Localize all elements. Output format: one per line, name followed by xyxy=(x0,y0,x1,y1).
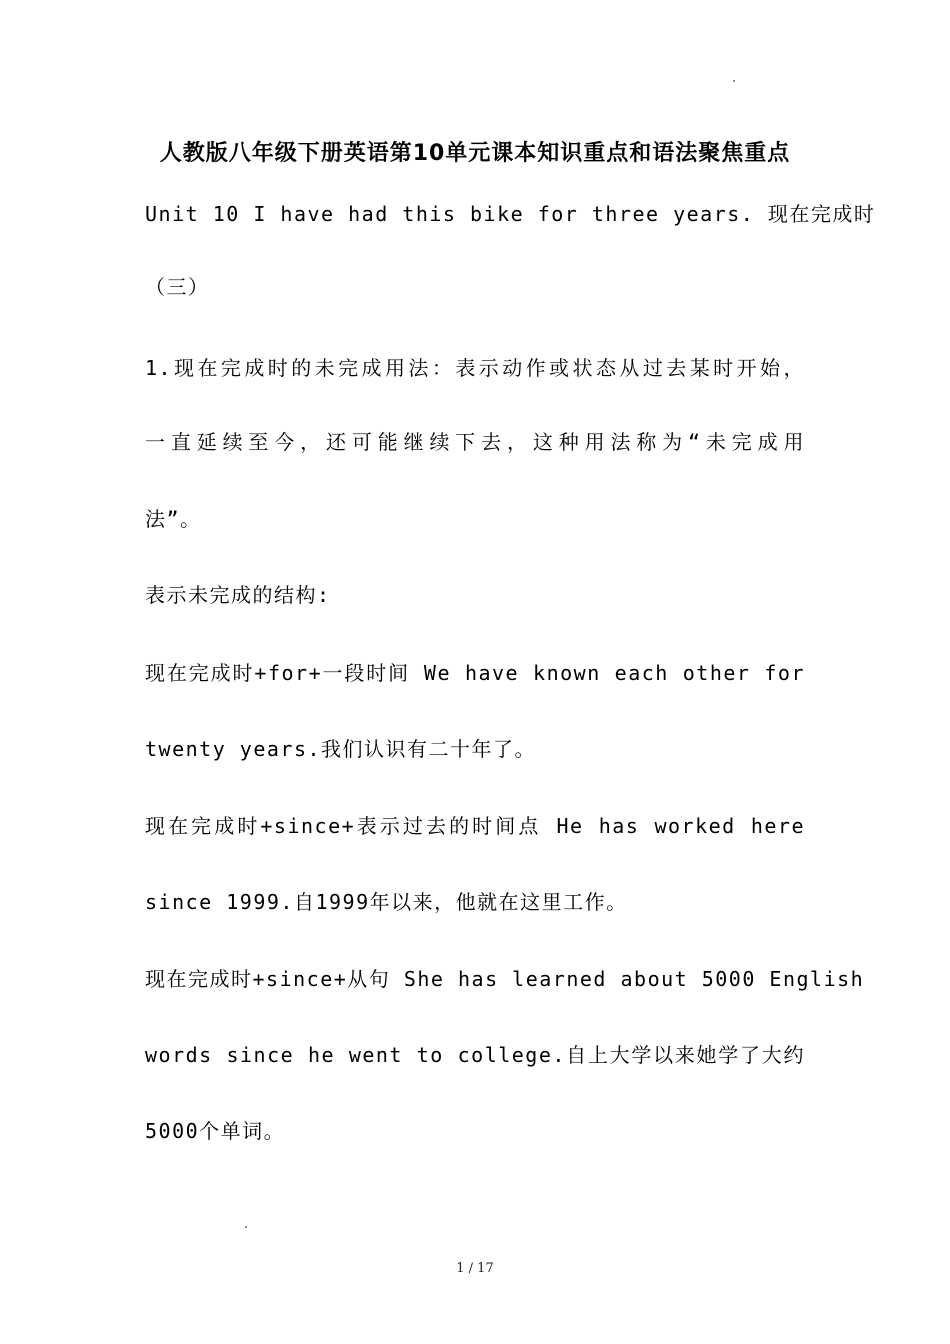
line-5: 法”。 xyxy=(145,507,202,531)
line-1: Unit 10 I have had this bike for three years. 现在完成时 xyxy=(145,202,876,226)
page-mark xyxy=(733,80,735,82)
line-13: 5000个单词。 xyxy=(145,1119,286,1143)
line-8: twenty years.我们认识有二十年了。 xyxy=(145,737,537,761)
line-9: 现在完成时+since+表示过去的时间点 He has worked here xyxy=(145,814,805,838)
line-7: 现在完成时+for+一段时间 We have known each other for xyxy=(145,661,805,685)
line-3: 1.现在完成时的未完成用法：表示动作或状态从过去某时开始， xyxy=(145,356,805,380)
document-title: 人教版八年级下册英语第10单元课本知识重点和语法聚焦重点 xyxy=(159,141,791,166)
page-mark xyxy=(245,1226,247,1228)
line-11: 现在完成时+since+从句 She has learned about 5000 English xyxy=(145,967,865,991)
page-number: 1 / 17 xyxy=(456,1261,494,1276)
line-12: words since he went to college.自上大学以来她学了大约 xyxy=(145,1043,805,1067)
line-2: （三） xyxy=(145,275,210,299)
line-4: 一直延续至今，还可能继续下去，这种用法称为“未完成用 xyxy=(145,430,805,454)
line-10: since 1999.自1999年以来，他就在这里工作。 xyxy=(145,890,628,914)
line-6: 表示未完成的结构: xyxy=(145,583,331,607)
